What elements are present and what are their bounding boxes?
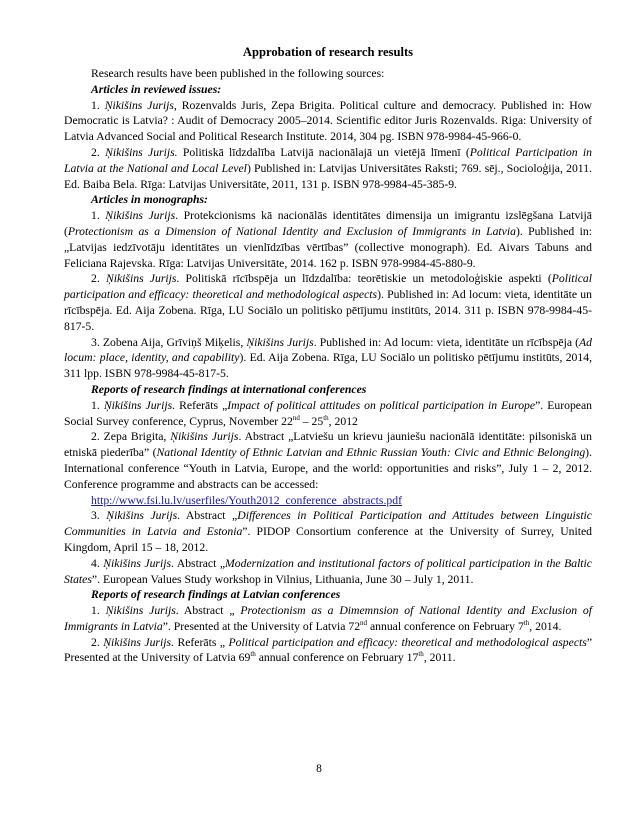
item-title-italic: Impact of political attitudes on political participation in Europe	[227, 398, 536, 412]
author-name: Ņikišins Jurijs	[105, 209, 176, 223]
item-text: ). Ed. Aija Zobena. Rīga, LU Sociālo un politisko pētījumu institūts, 2014, 311 lpp. ISBN 978-9984-45-817-5.	[64, 351, 592, 381]
item-number: 1.	[91, 398, 104, 412]
item-title-italic: National Identity of Ethnic Latvian and Ethnic Russian Youth: Civic and Ethnic Belonging	[156, 446, 586, 460]
ordinal-suffix: th	[523, 619, 530, 627]
item-text: – 25	[299, 414, 324, 428]
ordinal-suffix: th	[418, 650, 424, 659]
item-text: annual conference on February 7	[367, 619, 524, 633]
author-name: Ņikišins Jurijs	[103, 635, 172, 649]
author-name: Ņikišins Jurijs.	[105, 145, 178, 159]
item-number: 1.	[91, 98, 105, 112]
latvian-item-1	[64, 603, 592, 635]
item-text: . Published in: Ad locum: vieta, identitāte un rīcībspēja (	[313, 335, 580, 349]
author-name: Ņikišins Jurijs	[105, 272, 177, 286]
item-text: Politiskā līdzdalība Latvijā nacionālajā un vietējā līmenī (	[177, 145, 470, 159]
co-authors: Zobena Aija, Grīviņš Miķelis,	[102, 335, 247, 349]
item-text: ). International conference “Youth in Latvia, Europe, and the world: opportunities and risks”, July 1 – 2, 2012. Conference programme and abstracts can be accessed:	[64, 446, 592, 491]
item-title-italic: Political Participation in Latvia at the National and Local Level	[64, 145, 592, 175]
author-name: Ņikišins Jurijs	[246, 335, 314, 349]
item-title-italic: Political participation and efficacy: theoretical and methodological aspects	[64, 272, 592, 302]
intro-text: Research results have been published in the following sources:	[91, 67, 385, 80]
section-heading-monographs: Articles in monographs:	[91, 193, 208, 207]
author-name: Ņikišins Jurijs	[103, 398, 173, 412]
item-title-italic: Ad locum: place, identity, and capability	[64, 335, 592, 365]
item-number: 2.	[91, 430, 104, 444]
item-title-italic: Protectionism as a Dimemnsion of National Identity and Exclusion of Immigrants in Latvia	[64, 604, 593, 633]
item-text: ” Presented at the University of Latvia 69	[64, 635, 592, 665]
item-text: . Abstract „	[171, 556, 226, 570]
international-item-4	[64, 556, 592, 588]
item-number: 2.	[91, 635, 104, 649]
monograph-item-3	[64, 335, 592, 382]
item-text: , 2011.	[423, 651, 456, 665]
conference-link-line	[64, 493, 592, 509]
latvian-item-2	[64, 635, 592, 667]
item-number: 1.	[91, 209, 106, 223]
item-text: ”. PIDOP Consortium conference at the University of Surrey, United Kingdom, April 15 – 18, 2012.	[64, 525, 593, 554]
ordinal-suffix: th	[250, 650, 256, 659]
section-heading-reviewed: Articles in reviewed issues:	[91, 82, 222, 96]
author-name: Ņikišins Jurijs,	[104, 98, 177, 112]
co-authors: Zepa Brigita,	[103, 430, 171, 444]
item-number: 3.	[91, 335, 103, 349]
item-text: . Abstract „	[177, 509, 238, 523]
item-text: ) Published in: Latvijas Universitātes Raksti; 769. sēj., Socioloģija, 2011. Ed. Baiba Bela. Rīga: Latvijas Universitāte, 2011, 131 p. ISBN 978-9984-45-385-9.	[64, 161, 592, 191]
international-item-2	[64, 429, 592, 492]
item-text: ”. Presented at the University of Latvia 72	[162, 619, 361, 633]
item-text: . Referāts „	[172, 398, 228, 412]
ordinal-suffix: th	[323, 413, 329, 422]
item-number: 3.	[91, 509, 107, 523]
item-title-italic: Modernization and institutional factors of political participation in the Baltic States	[64, 556, 592, 586]
author-name: Ņikišins Jurijs	[103, 556, 172, 570]
reviewed-item-1	[64, 98, 592, 145]
item-text: . Referāts „	[171, 635, 229, 649]
item-text: . Abstract „Latviešu un krievu jauniešu nacionālā identitāte: pilsoniskā un etniskā piederība” (	[64, 430, 592, 460]
item-number: 4.	[91, 556, 104, 570]
author-name: Ņikišins Jurijs	[170, 430, 239, 444]
item-text: . Protekcionisms kā nacionālās identitātes dimensija un imigrantu izslēgšana Latvijā (	[64, 209, 592, 238]
ordinal-suffix: nd	[360, 619, 368, 627]
section-heading-latvian: Reports of research findings at Latvian conferences	[91, 588, 341, 602]
page-title: Approbation of research results	[242, 45, 414, 59]
item-text: , 2014.	[529, 619, 562, 633]
author-name: Ņikišins Jurijs	[106, 509, 178, 523]
item-title-italic: Differences in Political Participation and Attitudes between Linguistic Communities in Latvia and Estonia	[64, 509, 592, 539]
ordinal-suffix: nd	[292, 413, 300, 422]
international-item-3	[64, 508, 592, 555]
page-number: 8	[316, 763, 322, 775]
item-number: 2.	[91, 145, 106, 159]
item-text: , 2012	[328, 414, 358, 428]
monograph-item-2	[64, 271, 592, 334]
item-number: 1.	[91, 604, 106, 618]
item-number: 2.	[91, 272, 106, 286]
item-text: Rozenvalds Juris, Zepa Brigita. Political culture and democracy. Published in: How Democratic is Latvia? : Audit of Democracy 2005–2014. Scientific editor Juris Rozenvalds. Riga: University of Latvia Advanced Social and Political Research Institute. 2014, 304 pg. ISBN 978-9984-45-966-0.	[64, 98, 592, 144]
reviewed-item-2	[64, 145, 592, 192]
item-text: ”. European Social Survey conference, Cyprus, November 22	[64, 398, 593, 428]
item-title-italic: Protectionism as a Dimension of National Identity and Exclusion of Immigrants in Latvia	[67, 224, 516, 238]
item-text: . Politiskā rīcībspēja un līdzdalība: teorētiskie un metodoloģiskie aspekti (	[176, 272, 552, 286]
item-text: annual conference on February 17	[255, 651, 419, 665]
item-text: ”. European Values Study workshop in Vilnius, Lithuania, June 30 – July 1, 2011.	[91, 572, 474, 586]
item-text: ). Published in: Ad locum: vieta, identitāte un rīcībspēja. Ed. Aija Zobena. Rīga, LU Sociālo un politisko pētījumu institūts, 2014. 311 p. ISBN 978-9984-45-817-5.	[64, 288, 592, 333]
item-text: ). Published in: „Latvijas iedzīvotāju identitātes un vienlīdzības vērtības” (collective monograph). Ed. Aivars Tabuns and Feliciana Rajevska. Rīga: Latvijas Universitāte, 2014. 162 p. ISBN 978-9984-45-880-9.	[64, 224, 593, 270]
monograph-item-1	[64, 208, 592, 271]
section-heading-international: Reports of research findings at international conferences	[91, 382, 367, 396]
international-item-1	[64, 398, 592, 430]
item-text: . Abstract „	[175, 604, 241, 618]
author-name: Ņikišins Jurijs	[105, 604, 176, 618]
item-title-italic: Political participation and efficacy: theoretical and methodological aspects	[228, 635, 587, 649]
conference-abstracts-link[interactable]: http://www.fsi.lu.lv/userfiles/Youth2012_conference_abstracts.pdf	[91, 493, 402, 507]
